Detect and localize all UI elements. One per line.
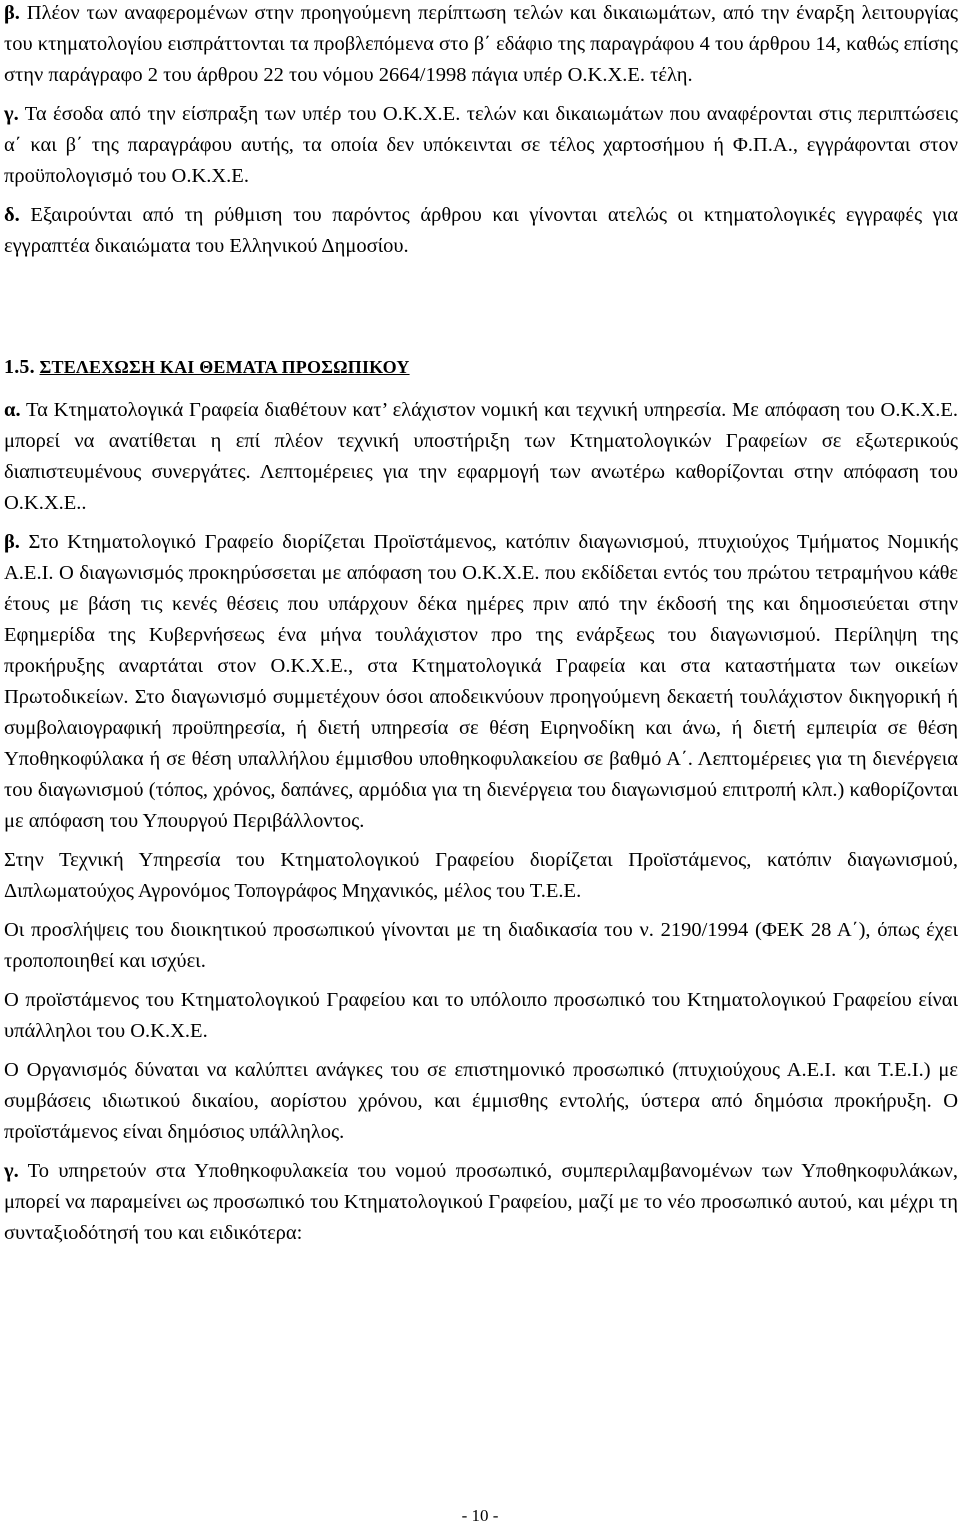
item-marker: α. [4,399,21,421]
paragraph-gamma-mortgage-staff [4,1156,958,1249]
paragraph-text: Ο προϊστάμενος του Κτηματολογικού Γραφείου και το υπόλοιπο προσωπικό του Κτηματολογικού Γραφείου είναι υπάλληλοι του Ο.Κ.Χ.Ε. [4,989,958,1042]
paragraph-staff-status [4,985,958,1047]
paragraph-text: Το υπηρετούν στα Υποθηκοφυλακεία του νομού προσωπικό, συμπεριλαμβανομένων των Υποθηκοφυλάκων, μπορεί να παραμείνει ως προσωπικό του Κτηματολογικού Γραφείου, μαζί με το νέο προσωπικό αυτού, και μέχρι τη συνταξιοδότησή του και ειδικότερα: [4,1160,958,1244]
section-number: 1.5. [4,356,35,378]
paragraph-alpha-services [4,395,958,519]
paragraph-technical-service [4,845,958,907]
section-heading [4,352,958,383]
paragraph-text: Στην Τεχνική Υπηρεσία του Κτηματολογικού Γραφείου διορίζεται Προϊστάμενος, κατόπιν διαγωνισμού, Διπλωματούχος Αγρονόμος Τοπογράφος Μηχανικός, μέλος του Τ.Ε.Ε. [4,849,958,902]
item-marker: β. [4,2,20,24]
section-title: ΣΤΕΛΕΧΩΣΗ ΚΑΙ ΘΕΜΑΤΑ ΠΡΟΣΩΠΙΚΟΥ [39,357,410,377]
paragraph-beta-fees [4,0,958,91]
document-page [4,0,958,1257]
paragraph-text: Τα Κτηματολογικά Γραφεία διαθέτουν κατ’ ελάχιστον νομική και τεχνική υπηρεσία. Με απόφαση του Ο.Κ.Χ.Ε. μπορεί να ανατίθεται η επί πλέον τεχνική υποστήριξη των Κτηματολογικών Γραφείων σε εξωτερικούς διαπιστευμένους συνεργάτες. Λεπτομέρειες για την εφαρμογή των ανωτέρω καθορίζονται στην απόφαση του Ο.Κ.Χ.Ε.. [4,399,958,514]
page-number: - 10 - [461,1506,499,1525]
paragraph-text: Οι προσλήψεις του διοικητικού προσωπικού γίνονται με τη διαδικασία του ν. 2190/1994 (ΦΕΚ 28 Α΄), όπως έχει τροποποιηθεί και ισχύει. [4,919,958,972]
paragraph-gamma-revenue [4,99,958,192]
paragraph-text: Πλέον των αναφερομένων στην προηγούμενη περίπτωση τελών και δικαιωμάτων, από την έναρξη λειτουργίας του κτηματολογίου εισπράττονται τα προβλεπόμενα στο β΄ εδάφιο της παραγράφου 4 του άρθρου 14, καθώς επίσης στην παράγραφο 2 του άρθρου 22 του νόμου 2664/1998 πάγια υπέρ Ο.Κ.Χ.Ε. τέλη. [4,2,958,86]
paragraph-admin-hiring [4,915,958,977]
item-marker: β. [4,531,20,553]
paragraph-text: Εξαιρούνται από τη ρύθμιση του παρόντος άρθρου και γίνονται ατελώς οι κτηματολογικές εγγραφές για εγγραπτέα δικαιώματα του Ελληνικού Δημοσίου. [4,204,958,257]
spacer [4,270,958,352]
item-marker: γ. [4,103,19,125]
paragraph-delta-exemption [4,200,958,262]
paragraph-text: Τα έσοδα από την είσπραξη των υπέρ του Ο.Κ.Χ.Ε. τελών και δικαιωμάτων που αναφέρονται στις περιπτώσεις α΄ και β΄ της παραγράφου αυτής, τα οποία δεν υπόκεινται σε τέλος χαρτοσήμου ή Φ.Π.Α., εγγράφονται στον προϋπολογισμό του Ο.Κ.Χ.Ε. [4,103,958,187]
item-marker: δ. [4,204,20,226]
paragraph-scientific-staff [4,1055,958,1148]
paragraph-text: Ο Οργανισμός δύναται να καλύπτει ανάγκες του σε επιστημονικό προσωπικό (πτυχιούχους Α.Ε.Ι. και Τ.Ε.Ι.) με συμβάσεις ιδιωτικού δικαίου, αορίστου χρόνου, και έμμισθης εντολής, ύστερα από δημόσια προκήρυξη. Ο προϊστάμενος είναι δημόσιος υπάλληλος. [4,1059,958,1143]
paragraph-beta-head-appointment [4,527,958,837]
item-marker: γ. [4,1160,19,1182]
paragraph-text: Στο Κτηματολογικό Γραφείο διορίζεται Προϊστάμενος, κατόπιν διαγωνισμού, πτυχιούχος Τμήματος Νομικής Α.Ε.Ι. Ο διαγωνισμός προκηρύσσεται με απόφαση του Ο.Κ.Χ.Ε. που εκδίδεται εντός του πρώτου τετραμήνου κάθε έτους με βάση τις κενές θέσεις που υπάρχουν δέκα ημέρες πριν από την έκδοσή της και δημοσιεύεται στην Εφημερίδα της Κυβερνήσεως ένα μήνα τουλάχιστον προ της ενάρξεως του διαγωνισμού. Περίληψη της προκήρυξης αναρτάται στον Ο.Κ.Χ.Ε., στα Κτηματολογικά Γραφεία και στα καταστήματα των οικείων Πρωτοδικείων. Στο διαγωνισμό συμμετέχουν όσοι αποδεικνύουν προηγούμενη δεκαετή τουλάχιστον δικηγορική ή συμβολαιογραφική προϋπηρεσία, ή διετή υπηρεσία σε θέση Ειρηνοδίκη και άνω, ή διετή εμπειρία σε θέση Υποθηκοφύλακα ή σε θέση υπαλλήλου έμμισθου υποθηκοφυλακείου σε βαθμό Α΄. Λεπτομέρειες για τη διενέργεια του διαγωνισμού (τόπος, χρόνος, δαπάνες, αρμόδια για τη διενέργεια του διαγωνισμού επιτροπή κλπ.) καθορίζονται με απόφαση του Υπουργού Περιβάλλοντος. [4,531,958,832]
